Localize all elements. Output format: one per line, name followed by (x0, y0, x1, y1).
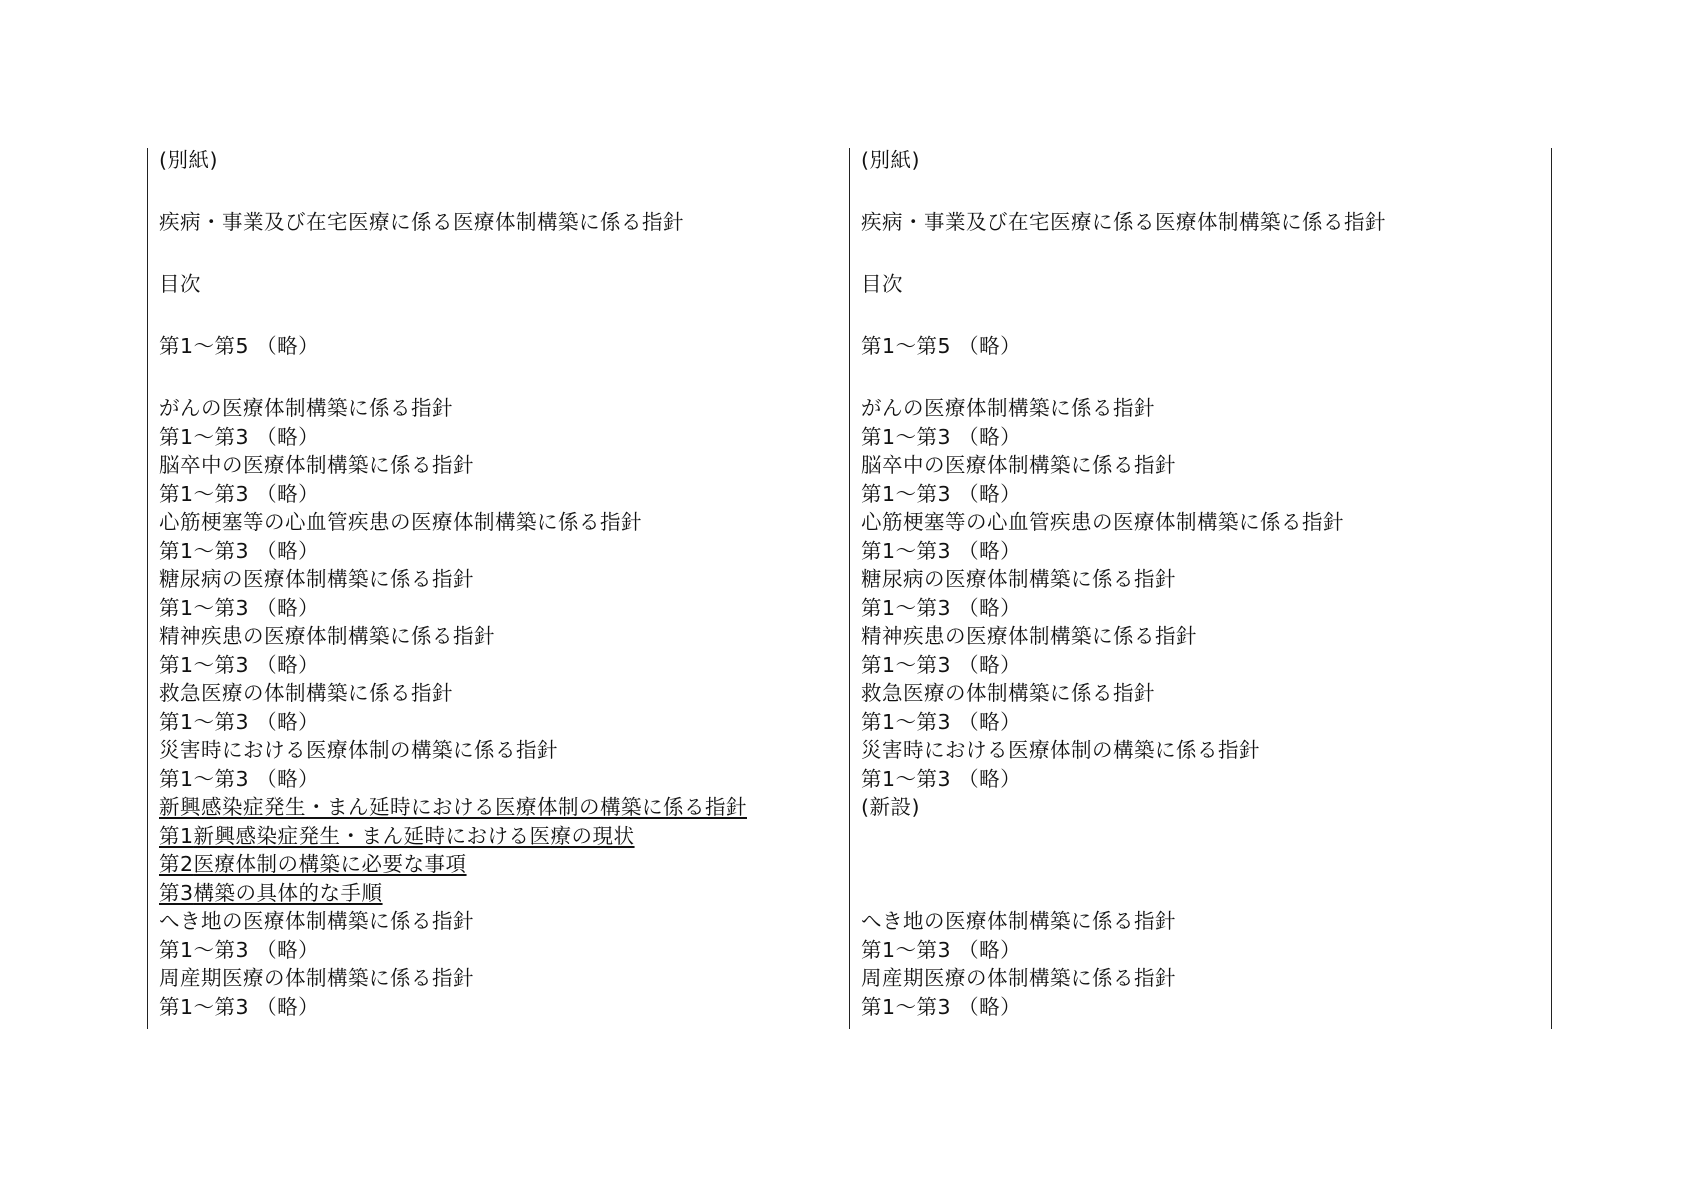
section-title: へき地の医療体制構築に係る指針 (861, 909, 1176, 933)
section-item: 第1～第3 （略） (159, 994, 320, 1019)
revised-column (159, 146, 849, 1021)
new-section-item (159, 850, 849, 879)
section-item: 第1～第3 （略） (861, 424, 1022, 449)
column-border-left (147, 148, 148, 1029)
section-title: 心筋梗塞等の心血管疾患の医療体制構築に係る指針 (861, 510, 1344, 534)
section-title: 脳卒中の医療体制構築に係る指針 (861, 453, 1176, 477)
section-title: 周産期医療の体制構築に係る指針 (861, 966, 1176, 990)
document-title: 疾病・事業及び在宅医療に係る医療体制構築に係る指針 (861, 210, 1386, 234)
section-item: 第1～第3 （略） (861, 994, 1022, 1019)
toc-heading: 目次 (159, 272, 201, 296)
section-item: 第1～第3 （略） (861, 766, 1022, 791)
new-section-item-text: 医療体制の構築に必要な事項 (193, 852, 467, 876)
section-item: 第1～第3 （略） (861, 481, 1022, 506)
section-item: 第1～第3 （略） (159, 481, 320, 506)
new-section-item-text: 構築の具体的な手順 (193, 880, 383, 905)
section-item: 第1～第3 （略） (159, 652, 320, 677)
new-section-title (159, 793, 849, 822)
blank-line (861, 822, 1551, 851)
section-item: 第1～第3 （略） (861, 538, 1022, 563)
section-item: 第1～第3 （略） (861, 652, 1022, 677)
section-title: 精神疾患の医療体制構築に係る指針 (861, 624, 1197, 648)
section-title: 糖尿病の医療体制構築に係る指針 (861, 567, 1176, 591)
section-title: がんの医療体制構築に係る指針 (861, 396, 1155, 420)
new-section-item-number: 第3 (159, 880, 194, 905)
section-item: 第1～第3 （略） (861, 709, 1022, 734)
toc-general-item: 第1～第5 （略） (861, 334, 1022, 358)
column-border-middle (849, 148, 850, 1029)
attachment-label: (別紙) (159, 148, 218, 172)
section-title: 精神疾患の医療体制構築に係る指針 (159, 624, 495, 648)
section-item: 第1～第3 （略） (159, 766, 320, 791)
blank-line (861, 850, 1551, 879)
new-section-item (159, 822, 849, 851)
toc-general-item: 第1～第5 （略） (159, 334, 320, 358)
section-item: 第1～第3 （略） (159, 709, 320, 734)
section-title: 災害時における医療体制の構築に係る指針 (861, 738, 1260, 762)
section-title: へき地の医療体制構築に係る指針 (159, 909, 474, 933)
section-title: 災害時における医療体制の構築に係る指針 (159, 738, 558, 762)
new-section-item-number: 第1 (159, 823, 194, 848)
section-title: 救急医療の体制構築に係る指針 (861, 681, 1155, 705)
attachment-label: (別紙) (861, 148, 920, 172)
new-section-title-text: 新興感染症発生・まん延時における医療体制の構築に係る指針 (159, 795, 747, 819)
toc-heading: 目次 (861, 272, 903, 296)
section-title: がんの医療体制構築に係る指針 (159, 396, 453, 420)
new-section-item (159, 879, 849, 908)
blank-line (861, 879, 1551, 908)
section-title: 脳卒中の医療体制構築に係る指針 (159, 453, 474, 477)
document-title: 疾病・事業及び在宅医療に係る医療体制構築に係る指針 (159, 210, 684, 234)
section-item: 第1～第3 （略） (159, 937, 320, 962)
current-column (861, 146, 1551, 1021)
section-item: 第1～第3 （略） (159, 424, 320, 449)
new-section-item-text: 新興感染症発生・まん延時における医療の現状 (193, 823, 635, 848)
new-section-placeholder: (新設) (861, 795, 920, 819)
section-title: 救急医療の体制構築に係る指針 (159, 681, 453, 705)
section-title: 周産期医療の体制構築に係る指針 (159, 966, 474, 990)
section-item: 第1～第3 （略） (861, 937, 1022, 962)
section-item: 第1～第3 （略） (159, 538, 320, 563)
section-item: 第1～第3 （略） (159, 595, 320, 620)
section-title: 心筋梗塞等の心血管疾患の医療体制構築に係る指針 (159, 510, 642, 534)
section-item: 第1～第3 （略） (861, 595, 1022, 620)
column-border-right (1551, 148, 1552, 1029)
new-section-item-number: 第2 (159, 852, 194, 876)
section-title: 糖尿病の医療体制構築に係る指針 (159, 567, 474, 591)
